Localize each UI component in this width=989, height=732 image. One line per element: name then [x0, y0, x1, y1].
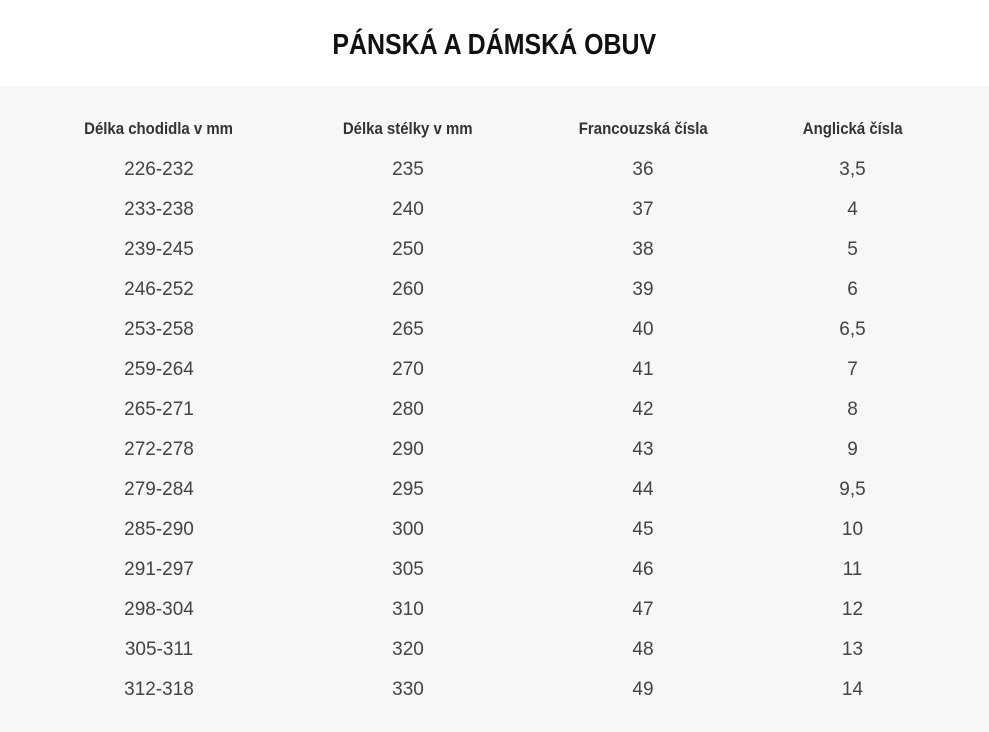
- table-row: [40, 390, 957, 430]
- cell-insole-length: 265: [392, 319, 424, 340]
- cell-french-size: 48: [632, 639, 654, 660]
- cell-english-size: 3,5: [839, 159, 866, 180]
- cell-french-size: 38: [632, 239, 654, 260]
- cell-foot-length: 312-318: [124, 679, 194, 700]
- cell-english-size: 8: [847, 399, 858, 420]
- cell-foot-length: 279-284: [124, 479, 194, 500]
- column-header-insole-length: Délka stélky v mm: [343, 119, 473, 138]
- cell-french-size: 49: [632, 679, 654, 700]
- cell-insole-length: 260: [392, 279, 424, 300]
- cell-foot-length: 298-304: [124, 599, 194, 620]
- page-title: PÁNSKÁ A DÁMSKÁ OBUV: [332, 28, 657, 61]
- cell-insole-length: 330: [392, 679, 424, 700]
- shoe-size-table: [40, 108, 957, 710]
- size-table-panel: [0, 86, 989, 732]
- cell-insole-length: 270: [392, 359, 424, 380]
- cell-foot-length: 305-311: [124, 639, 194, 660]
- table-row: [40, 230, 957, 270]
- cell-insole-length: 290: [392, 439, 424, 460]
- cell-french-size: 44: [632, 479, 654, 500]
- cell-french-size: 43: [632, 439, 654, 460]
- cell-english-size: 12: [841, 599, 864, 620]
- column-header-english-size: Anglická čísla: [802, 119, 903, 138]
- table-header-row: [40, 108, 957, 150]
- cell-insole-length: 300: [392, 519, 424, 540]
- cell-foot-length: 226-232: [124, 159, 194, 180]
- cell-insole-length: 320: [392, 639, 424, 660]
- cell-english-size: 11: [842, 559, 863, 580]
- cell-insole-length: 250: [392, 239, 424, 260]
- cell-foot-length: 265-271: [124, 399, 194, 420]
- cell-foot-length: 246-252: [124, 279, 194, 300]
- cell-french-size: 47: [632, 599, 654, 620]
- cell-foot-length: 259-264: [124, 359, 194, 380]
- cell-english-size: 7: [847, 359, 858, 380]
- table-row: [40, 310, 957, 350]
- cell-french-size: 42: [632, 399, 654, 420]
- cell-french-size: 37: [632, 199, 654, 220]
- table-row: [40, 150, 957, 190]
- cell-french-size: 41: [632, 359, 654, 380]
- cell-english-size: 9,5: [839, 479, 866, 500]
- cell-foot-length: 272-278: [124, 439, 194, 460]
- table-row: [40, 430, 957, 470]
- cell-insole-length: 240: [392, 199, 424, 220]
- cell-english-size: 14: [841, 679, 864, 700]
- cell-foot-length: 239-245: [124, 239, 194, 260]
- table-row: [40, 470, 957, 510]
- cell-english-size: 4: [847, 199, 858, 220]
- cell-english-size: 9: [847, 439, 858, 460]
- cell-french-size: 46: [632, 559, 654, 580]
- cell-insole-length: 305: [392, 559, 424, 580]
- table-row: [40, 350, 957, 390]
- cell-french-size: 45: [632, 519, 654, 540]
- table-body: [40, 150, 957, 710]
- cell-english-size: 6: [847, 279, 858, 300]
- table-row: [40, 510, 957, 550]
- cell-foot-length: 291-297: [124, 559, 194, 580]
- cell-english-size: 5: [847, 239, 858, 260]
- cell-insole-length: 235: [392, 159, 424, 180]
- cell-english-size: 6,5: [839, 319, 866, 340]
- cell-foot-length: 253-258: [124, 319, 194, 340]
- title-bar: [0, 0, 989, 86]
- cell-foot-length: 285-290: [124, 519, 194, 540]
- cell-insole-length: 295: [392, 479, 424, 500]
- cell-french-size: 39: [632, 279, 654, 300]
- column-header-french-size: Francouzská čísla: [578, 119, 708, 138]
- cell-foot-length: 233-238: [124, 199, 194, 220]
- cell-insole-length: 310: [392, 599, 424, 620]
- cell-insole-length: 280: [392, 399, 424, 420]
- table-row: [40, 630, 957, 670]
- cell-english-size: 10: [841, 519, 864, 540]
- table-row: [40, 550, 957, 590]
- table-row: [40, 270, 957, 310]
- table-row: [40, 190, 957, 230]
- cell-french-size: 40: [632, 319, 654, 340]
- table-row: [40, 670, 957, 710]
- column-header-foot-length: Délka chodidla v mm: [84, 119, 234, 138]
- table-row: [40, 590, 957, 630]
- cell-french-size: 36: [632, 159, 654, 180]
- cell-english-size: 13: [841, 639, 864, 660]
